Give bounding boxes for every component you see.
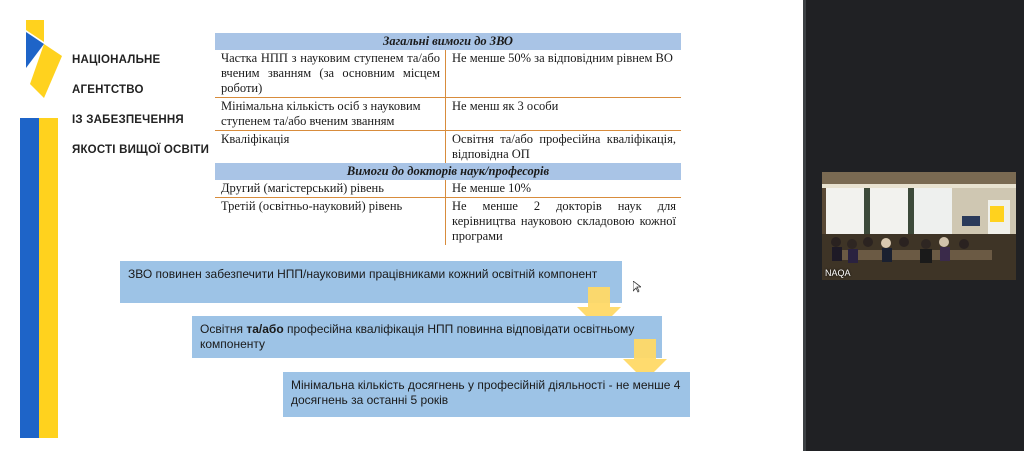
row-label: Кваліфікація: [215, 131, 446, 164]
table-row: [215, 180, 681, 198]
flow-step-2: [192, 316, 662, 358]
participant-video-tile[interactable]: [822, 172, 1016, 280]
flag-stripe-yellow: [39, 118, 58, 438]
mouse-cursor-icon: [633, 281, 641, 293]
section-title: Загальні вимоги до ЗВО: [215, 33, 681, 50]
table-section-header: [215, 33, 681, 50]
brand-line: ІЗ ЗАБЕЗПЕЧЕННЯ: [72, 114, 184, 126]
brand-name: [72, 38, 209, 173]
row-label: Другий (магістерський) рівень: [215, 180, 446, 198]
table-section-header: [215, 163, 681, 180]
row-value: Не менше 50% за відповідним рівнем ВО: [446, 50, 682, 98]
flow-step-1: [120, 261, 622, 303]
table-row: [215, 50, 681, 98]
panel-divider: [803, 0, 806, 451]
table-row: [215, 131, 681, 164]
naqa-logo-icon: [24, 20, 64, 98]
flag-stripe-blue: [20, 118, 39, 438]
flow-step-text-prefix: Освітня: [200, 322, 247, 336]
row-value: Не менш як 3 особи: [446, 98, 682, 131]
row-value: Не менше 2 докторів наук для керівництва науковою складовою кожної програми: [452, 199, 676, 243]
section-title: Вимоги до докторів наук/професорів: [215, 163, 681, 180]
participant-name: NAQA: [825, 268, 851, 278]
table-row: [215, 98, 681, 131]
brand-line: АГЕНТСТВО: [72, 84, 144, 96]
brand-line: ЯКОСТІ ВИЩОЇ ОСВІТИ: [72, 144, 210, 156]
flow-step-text-suffix: професійна кваліфікація НПП повинна відповідати освітньому компоненту: [200, 322, 635, 351]
table-row: [215, 198, 681, 246]
flow-step-text: Мінімальна кількість досягнень у професійній діяльності - не менше 4 досягнень за останні 5 років: [291, 378, 681, 407]
row-value: Не менше 10%: [446, 180, 682, 198]
brand-line: НАЦІОНАЛЬНЕ: [72, 54, 161, 66]
flow-step-text-bold: та/або: [246, 322, 284, 336]
flow-step-3: [283, 372, 690, 417]
video-feed-image: [822, 172, 1016, 280]
requirements-table: [215, 33, 681, 245]
row-value: Освітня та/або професійна кваліфікація, відповідна ОП: [452, 132, 676, 161]
row-label: Третій (освітньо-науковий) рівень: [215, 198, 446, 246]
row-label: Частка НПП з науковим ступенем та/або вченим званням (за основним місцем роботи): [215, 50, 446, 98]
row-label: Мінімальна кількість осіб з науковим ступенем та/або вченим званням: [215, 98, 446, 131]
flow-step-text: ЗВО повинен забезпечити НПП/науковими працівниками кожний освітній компонент: [128, 267, 598, 281]
